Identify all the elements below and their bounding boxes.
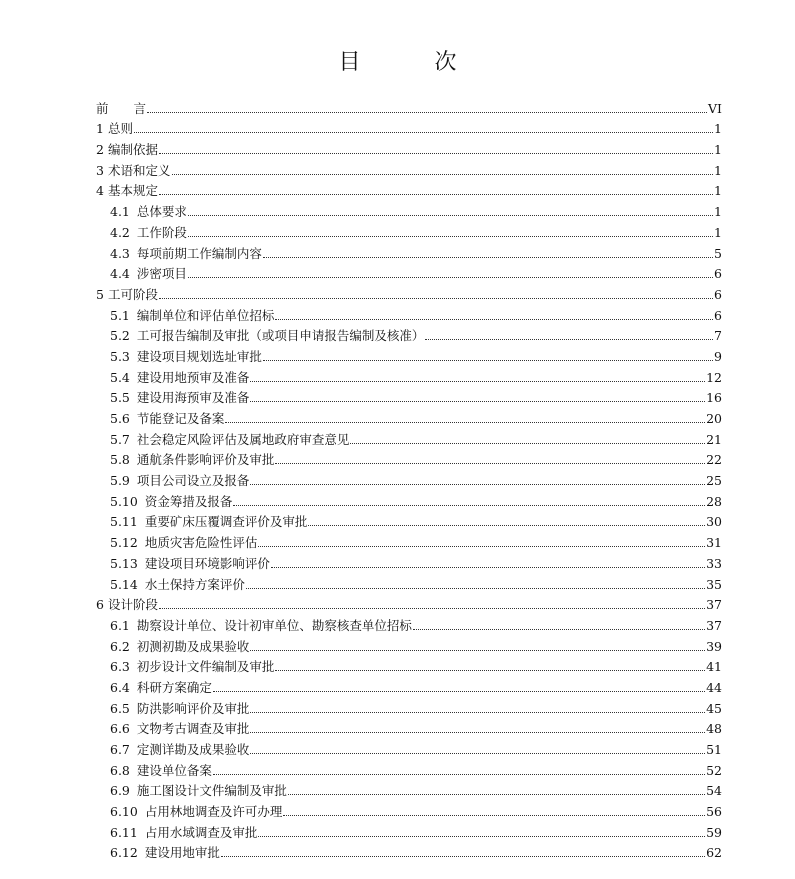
toc-entry[interactable] <box>0 550 722 571</box>
toc-entry-page: 59 <box>706 824 722 840</box>
toc-entry-title: 建设用海预审及准备 <box>136 390 250 406</box>
toc-leader-dots <box>250 650 705 651</box>
toc-entry-title: 总则 <box>108 121 134 137</box>
toc-entry-number: 6.8 <box>110 762 130 778</box>
toc-entry-page: 35 <box>706 576 722 592</box>
toc-leader-dots <box>159 194 713 195</box>
toc-entry-title: 涉密项目 <box>136 266 187 282</box>
toc-entry-page: 7 <box>714 328 722 344</box>
toc-entry-page: 6 <box>714 266 722 282</box>
toc-entry-title: 资金筹措及报备 <box>144 493 233 509</box>
toc-entry-number: 5.4 <box>110 369 130 385</box>
toc-entry-page: 62 <box>706 845 722 861</box>
toc-leader-dots <box>250 753 705 754</box>
toc-entry-page: 22 <box>706 452 722 468</box>
toc-entry-page: 20 <box>706 411 722 426</box>
toc-leader-dots <box>225 422 705 423</box>
toc-entry-page: 1 <box>714 121 722 137</box>
toc-entry[interactable] <box>0 571 722 592</box>
toc-entry-number: 4.4 <box>110 266 130 282</box>
toc-leader-dots <box>233 505 705 506</box>
toc-entry-page: 56 <box>706 804 722 820</box>
toc-entry[interactable] <box>0 488 722 509</box>
toc-entry-page: 25 <box>706 473 722 489</box>
toc-entry-title: 术语和定义 <box>108 162 171 178</box>
toc-entry-page: 45 <box>706 700 722 716</box>
toc-entry-title: 防洪影响评价及审批 <box>136 700 250 716</box>
toc-entry-page: 12 <box>706 369 722 385</box>
toc-entry-title: 总体要求 <box>136 204 187 220</box>
toc-entry-page: 52 <box>706 762 722 778</box>
toc-entry-title: 建设单位备案 <box>136 762 212 778</box>
toc-entry[interactable] <box>0 798 722 819</box>
toc-entry-number: 5.12 <box>110 535 138 551</box>
toc-leader-dots <box>246 588 705 589</box>
toc-leader-dots <box>308 525 705 526</box>
toc-leader-dots <box>275 319 713 320</box>
toc-entry-title: 建设用地预审及准备 <box>136 369 250 385</box>
toc-leader-dots <box>263 257 713 258</box>
toc-entry-number: 5.7 <box>110 431 130 447</box>
toc-entry-number: 6.10 <box>110 804 138 820</box>
toc-entry-number: 1 <box>96 121 108 136</box>
toc-leader-dots <box>188 236 713 237</box>
toc-entry[interactable] <box>0 467 722 488</box>
toc-entry-number: 5.5 <box>110 390 130 406</box>
toc-leader-dots <box>413 629 705 630</box>
toc-leader-dots <box>213 691 705 692</box>
toc-entry-title: 基本规定 <box>108 183 159 199</box>
toc-entry[interactable] <box>0 302 722 323</box>
toc-entry[interactable] <box>0 157 722 178</box>
toc-leader-dots <box>288 794 705 795</box>
toc-leader-dots <box>250 381 705 382</box>
toc-entry[interactable] <box>0 240 722 261</box>
toc-leader-dots <box>250 712 705 713</box>
toc-entry-page: 6 <box>714 286 722 302</box>
toc-entry-number: 4.1 <box>110 204 130 220</box>
toc-entry[interactable] <box>0 840 722 861</box>
toc-entry-title: 水土保持方案评价 <box>144 576 245 592</box>
toc-entry-title: 编制依据 <box>108 142 159 158</box>
toc-entry[interactable] <box>0 612 722 633</box>
toc-entry[interactable] <box>0 633 722 654</box>
toc-leader-dots <box>250 732 705 733</box>
toc-leader-dots <box>275 463 705 464</box>
toc-entry-page: 21 <box>706 431 722 447</box>
toc-entry[interactable] <box>0 426 722 447</box>
toc-entry[interactable] <box>0 654 722 675</box>
toc-entry-number: 6 <box>96 597 108 612</box>
table-of-contents <box>0 95 795 860</box>
toc-leader-dots <box>159 153 713 154</box>
toc-entry-page: 1 <box>714 204 722 220</box>
toc-entry-page: 30 <box>706 514 722 530</box>
toc-entry-title: 通航条件影响评价及审批 <box>136 452 275 468</box>
toc-leader-dots <box>250 401 705 402</box>
toc-entry-page: 48 <box>706 721 722 737</box>
toc-entry-number: 4.2 <box>110 224 130 240</box>
toc-entry-number: 6.6 <box>110 721 130 737</box>
toc-entry-title: 设计阶段 <box>108 597 159 613</box>
toc-entry-page: 6 <box>714 307 722 323</box>
toc-entry[interactable] <box>0 198 722 219</box>
toc-entry[interactable] <box>0 778 722 799</box>
toc-entry-title: 社会稳定风险评估及属地政府审查意见 <box>136 431 350 447</box>
toc-entry-title: 重要矿床压覆调查评价及审批 <box>144 514 308 530</box>
page-title: 目 次 <box>338 49 483 75</box>
toc-entry-number: 6.1 <box>110 617 130 633</box>
toc-entry-page: 31 <box>706 535 722 551</box>
toc-leader-dots <box>159 608 705 609</box>
toc-leader-dots <box>134 132 713 133</box>
toc-leader-dots <box>213 774 705 775</box>
toc-entry-number: 5.11 <box>110 514 138 530</box>
toc-entry-page: 1 <box>714 162 722 178</box>
toc-entry-number: 6.7 <box>110 742 130 757</box>
toc-entry-number: 5.6 <box>110 411 130 426</box>
toc-entry-title: 初测初勘及成果验收 <box>136 638 250 654</box>
toc-entry[interactable] <box>0 529 722 550</box>
toc-entry[interactable] <box>0 385 722 406</box>
toc-entry-number: 3 <box>96 163 108 178</box>
toc-entry-title: 勘察设计单位、设计初审单位、勘察核查单位招标 <box>136 617 412 633</box>
toc-entry-title: 占用林地调查及许可办理 <box>144 804 283 820</box>
toc-entry-title: 占用水域调查及审批 <box>144 824 258 840</box>
toc-entry[interactable] <box>0 695 722 716</box>
toc-entry-page: 37 <box>706 617 722 633</box>
toc-entry[interactable] <box>0 281 722 302</box>
toc-leader-dots <box>283 815 705 816</box>
toc-entry-page: 39 <box>706 638 722 654</box>
toc-entry-page: 44 <box>706 679 722 695</box>
toc-entry-page: 5 <box>714 245 722 261</box>
toc-entry-number: 4 <box>96 183 108 198</box>
toc-entry-title: 前 言 <box>96 100 147 116</box>
toc-entry-number: 6.2 <box>110 638 130 654</box>
toc-entry-number: 6.12 <box>110 845 138 861</box>
toc-entry[interactable] <box>0 736 722 757</box>
toc-entry-number: 6.5 <box>110 700 130 716</box>
toc-leader-dots <box>188 277 713 278</box>
toc-entry-number: 5.1 <box>110 307 130 323</box>
toc-entry-number: 5.13 <box>110 555 138 571</box>
toc-entry[interactable] <box>0 592 722 613</box>
toc-leader-dots <box>425 339 713 340</box>
toc-entry-title: 初步设计文件编制及审批 <box>136 659 275 675</box>
toc-entry-title: 建设用地审批 <box>144 845 220 861</box>
toc-entry-page: 33 <box>706 555 722 571</box>
toc-entry-page: 51 <box>706 742 722 757</box>
toc-entry-title: 每项前期工作编制内容 <box>136 245 262 261</box>
toc-leader-dots <box>275 670 705 671</box>
toc-entry[interactable] <box>0 261 722 282</box>
toc-leader-dots <box>172 174 714 175</box>
toc-leader-dots <box>221 856 705 857</box>
toc-entry-title: 工可阶段 <box>108 286 159 302</box>
toc-entry-number: 6.9 <box>110 783 130 799</box>
toc-entry-page: 1 <box>714 183 722 199</box>
toc-entry[interactable] <box>0 95 722 116</box>
toc-entry[interactable] <box>0 757 722 778</box>
toc-entry[interactable] <box>0 447 722 468</box>
toc-entry[interactable] <box>0 364 722 385</box>
toc-entry[interactable] <box>0 819 722 840</box>
toc-entry-page: 16 <box>706 390 722 406</box>
toc-entry-title: 项目公司设立及报备 <box>136 473 250 489</box>
toc-entry-page: 9 <box>714 348 722 364</box>
toc-leader-dots <box>350 443 705 444</box>
toc-entry-number: 5.2 <box>110 328 130 344</box>
toc-entry[interactable] <box>0 116 722 137</box>
toc-entry-title: 建设项目环境影响评价 <box>144 555 270 571</box>
toc-entry-number: 5.10 <box>110 493 138 509</box>
toc-entry[interactable] <box>0 716 722 737</box>
toc-leader-dots <box>258 546 705 547</box>
toc-entry[interactable] <box>0 323 722 344</box>
toc-leader-dots <box>271 567 705 568</box>
toc-entry-page: 41 <box>706 659 722 675</box>
toc-leader-dots <box>147 112 707 113</box>
toc-entry-title: 地质灾害危险性评估 <box>144 535 258 551</box>
toc-entry-number: 6.4 <box>110 679 130 695</box>
toc-entry-page: 37 <box>706 597 722 613</box>
toc-entry-title: 编制单位和评估单位招标 <box>136 307 275 323</box>
toc-entry-number: 2 <box>96 142 108 157</box>
toc-entry-page: 54 <box>706 783 722 799</box>
toc-entry[interactable] <box>0 674 722 695</box>
toc-entry-number: 6.11 <box>110 824 138 840</box>
toc-leader-dots <box>263 360 713 361</box>
toc-leader-dots <box>188 215 713 216</box>
toc-entry-number: 5.9 <box>110 473 130 489</box>
toc-entry-page: 1 <box>714 224 722 240</box>
toc-entry[interactable] <box>0 405 722 426</box>
toc-entry[interactable] <box>0 219 722 240</box>
toc-entry-title: 定测详勘及成果验收 <box>136 742 250 757</box>
toc-entry-number: 5.3 <box>110 348 130 364</box>
toc-entry-page: VI <box>708 100 722 116</box>
toc-entry-number: 6.3 <box>110 659 130 675</box>
toc-entry[interactable] <box>0 343 722 364</box>
toc-entry-page: 28 <box>706 493 722 509</box>
toc-entry[interactable] <box>0 136 722 157</box>
toc-entry-title: 建设项目规划选址审批 <box>136 348 262 364</box>
toc-leader-dots <box>250 484 705 485</box>
toc-entry-number: 5 <box>96 287 108 302</box>
toc-entry[interactable] <box>0 509 722 530</box>
toc-leader-dots <box>258 836 705 837</box>
toc-entry-number: 5.14 <box>110 576 138 592</box>
toc-leader-dots <box>159 298 713 299</box>
toc-entry-title: 节能登记及备案 <box>136 411 225 426</box>
toc-entry-number: 4.3 <box>110 245 130 261</box>
toc-entry-number: 5.8 <box>110 452 130 468</box>
toc-entry-page: 1 <box>714 142 722 158</box>
toc-entry-title: 科研方案确定 <box>136 679 212 695</box>
toc-entry-title: 工作阶段 <box>136 224 187 240</box>
toc-entry-title: 施工图设计文件编制及审批 <box>136 783 287 799</box>
toc-entry[interactable] <box>0 178 722 199</box>
toc-entry-title: 工可报告编制及审批（或项目申请报告编制及核准） <box>136 328 425 344</box>
toc-entry-title: 文物考古调查及审批 <box>136 721 250 737</box>
